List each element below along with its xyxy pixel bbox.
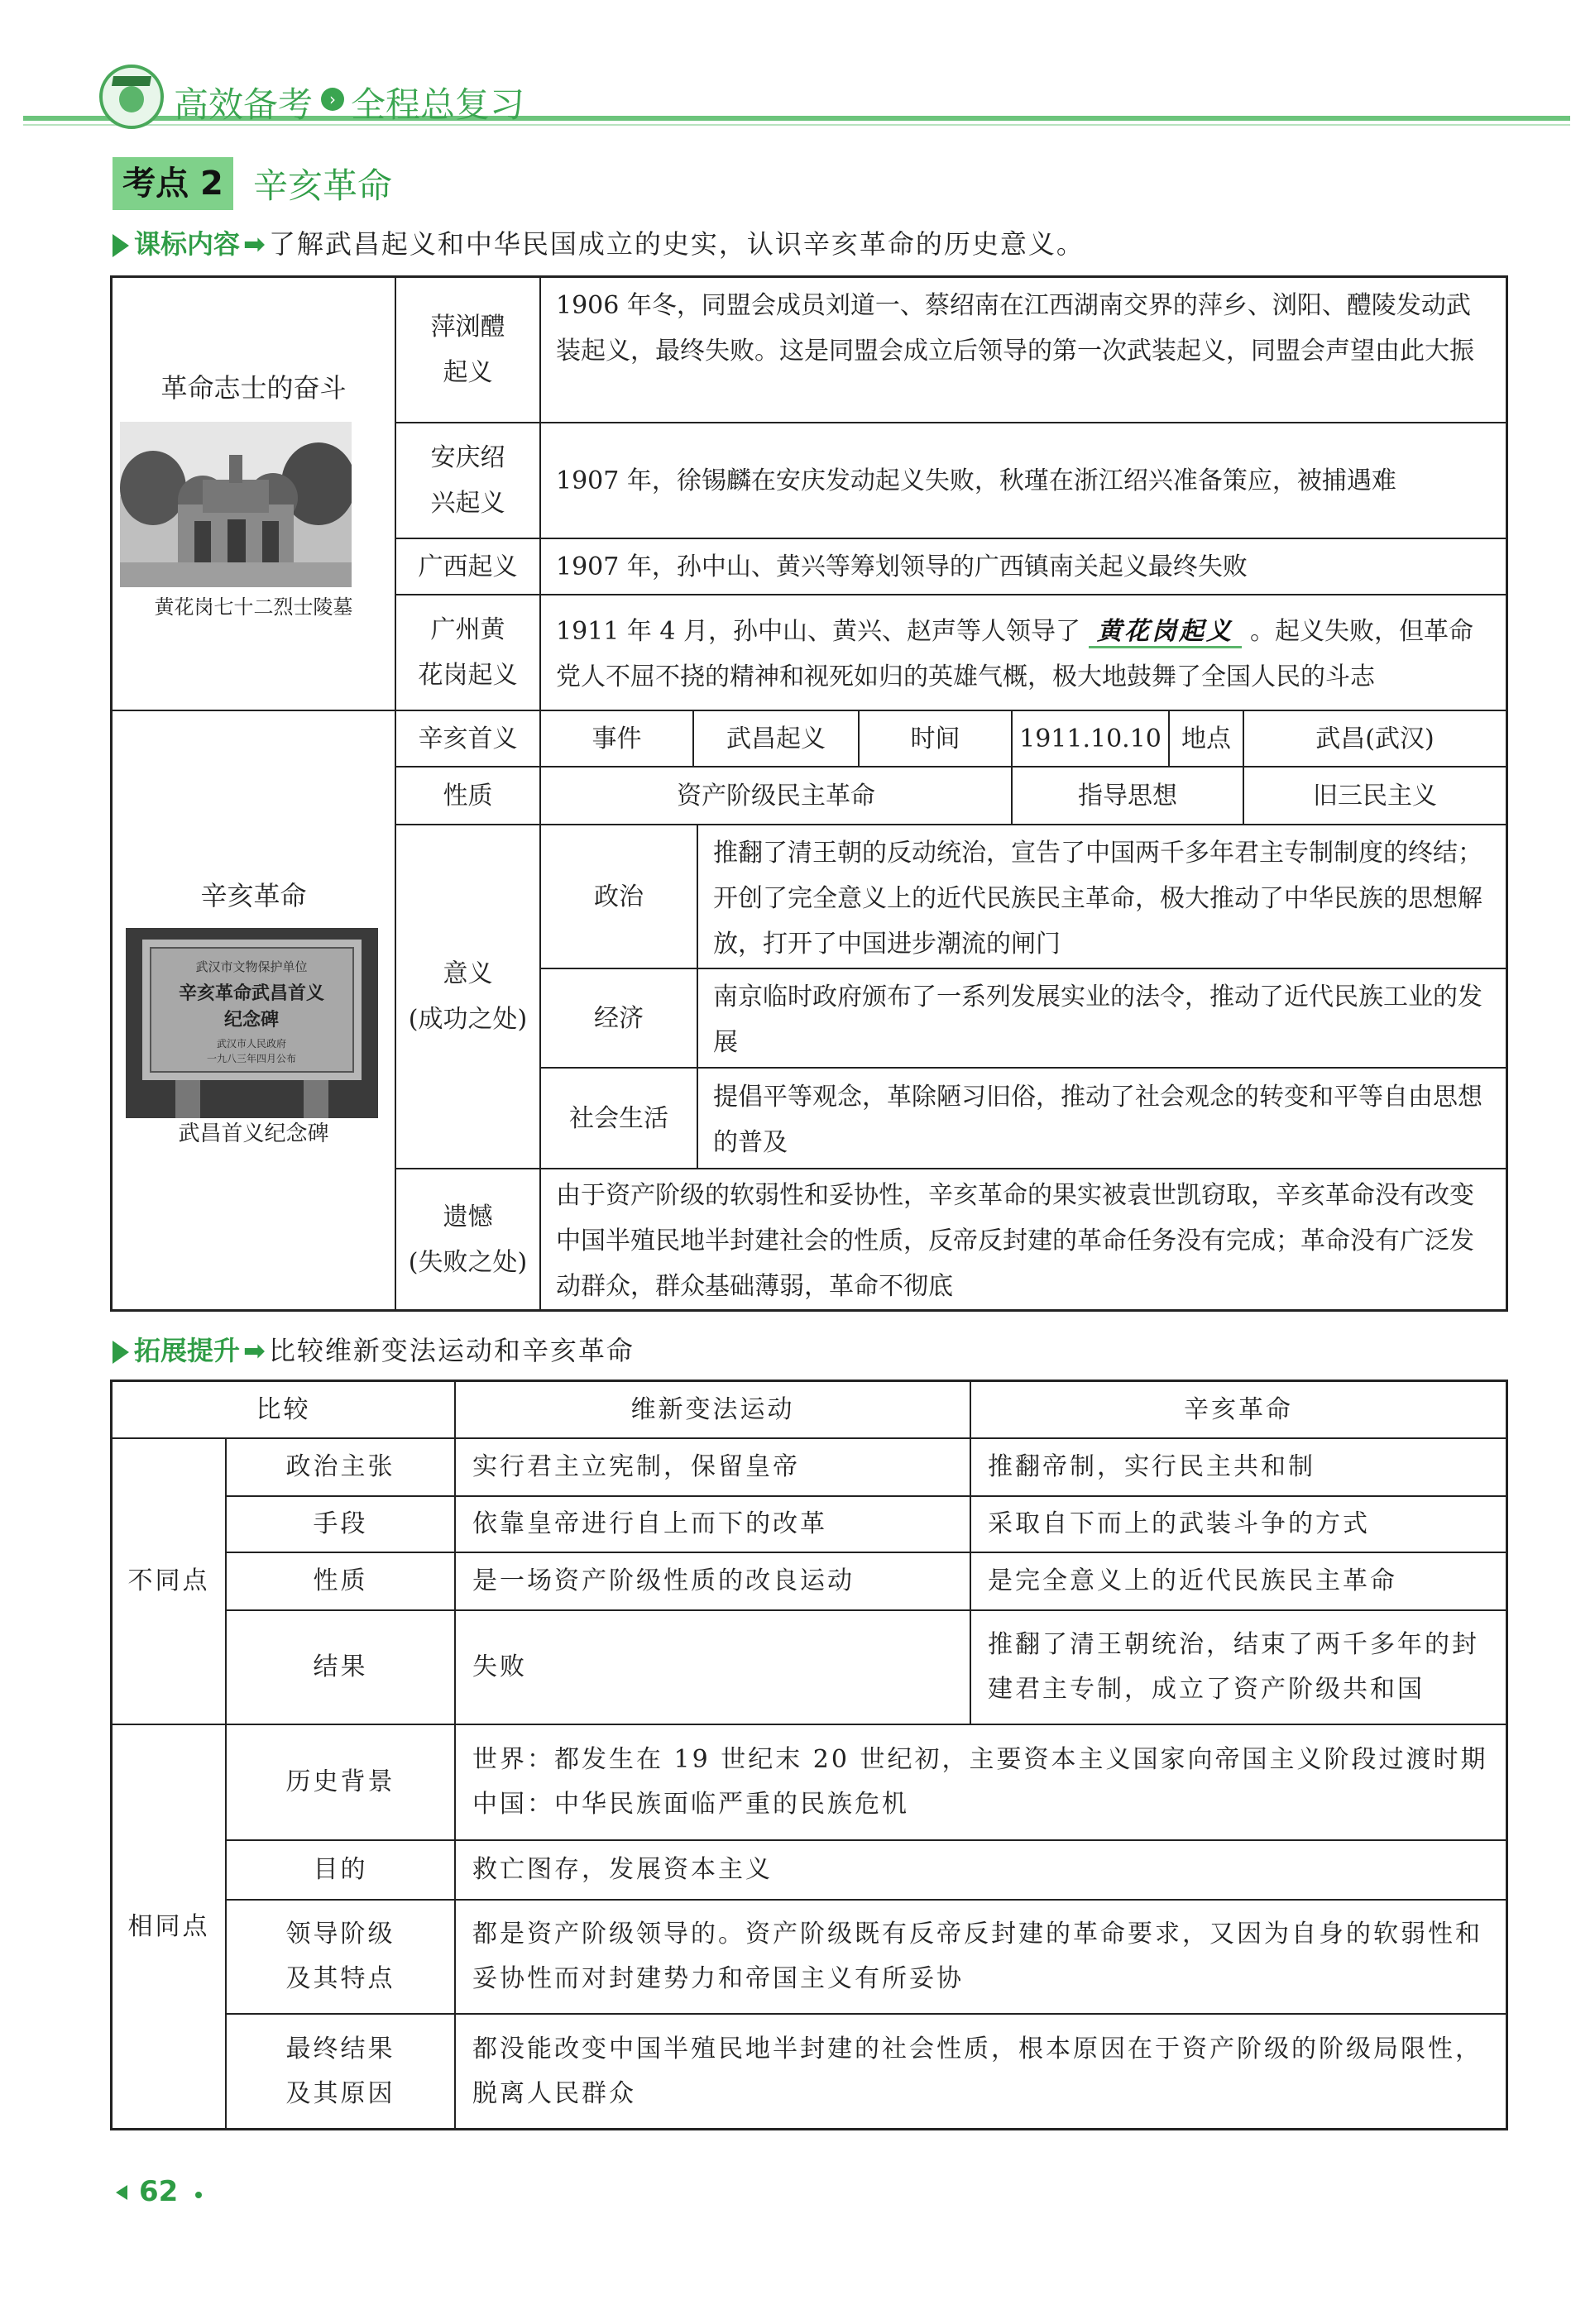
extension-label: 拓展提升 bbox=[134, 1335, 241, 1366]
place-label: 地点 bbox=[1181, 724, 1231, 753]
aspect-text: 提倡平等观念，革除陋习旧俗，推动了社会观念的转变和平等自由思想的普及 bbox=[713, 1083, 1482, 1157]
regret-label: 遗憾 (失败之处) bbox=[408, 1202, 528, 1277]
arrow-icon: ➡ bbox=[243, 228, 266, 260]
diff-reform: 失败 bbox=[472, 1652, 527, 1681]
page-dot-icon bbox=[195, 2192, 202, 2198]
svg-text:一九八三年四月公布: 一九八三年四月公布 bbox=[206, 1053, 297, 1064]
diff-item: 结果 bbox=[313, 1652, 368, 1681]
revolution-title: 辛亥革命 bbox=[200, 880, 307, 911]
diff-item: 性质 bbox=[313, 1566, 368, 1595]
answer-fill: 黄花岗起义 bbox=[1089, 617, 1242, 648]
time-label: 时间 bbox=[910, 724, 960, 753]
aspect-label: 政治 bbox=[594, 882, 644, 911]
martyrs-tomb-photo bbox=[120, 422, 352, 587]
svg-text:武汉市人民政府: 武汉市人民政府 bbox=[216, 1038, 287, 1050]
section-tag: 考点 2 bbox=[113, 157, 233, 210]
event-value: 武昌起义 bbox=[726, 724, 826, 753]
significance-label: 意义 (成功之处) bbox=[408, 959, 528, 1034]
struggle-name: 广州黄 花岗起义 bbox=[418, 615, 518, 690]
same-item: 领导阶级 及其特点 bbox=[285, 1920, 395, 1993]
first-uprising-label: 辛亥首义 bbox=[418, 724, 518, 753]
header-title: 高效备考 bbox=[174, 85, 314, 124]
same-text: 救亡图存，发展资本主义 bbox=[472, 1855, 773, 1884]
event-label: 事件 bbox=[592, 724, 642, 753]
diff-label: 不同点 bbox=[127, 1566, 210, 1595]
diff-reform: 是一场资产阶级性质的改良运动 bbox=[472, 1566, 855, 1595]
wuchang-monument-photo bbox=[126, 928, 378, 1118]
page-triangle-icon bbox=[116, 2185, 127, 2200]
page-number: 62 bbox=[139, 2175, 179, 2208]
diff-item: 手段 bbox=[313, 1509, 368, 1538]
same-text: 都没能改变中国半殖民地半封建的社会性质，根本原因在于资产阶级的阶级局限性，脱离人民群众 bbox=[472, 2034, 1482, 2108]
svg-text:纪念碑: 纪念碑 bbox=[223, 1009, 280, 1030]
curriculum-label: 课标内容 bbox=[134, 228, 241, 260]
aspect-label: 社会生活 bbox=[569, 1103, 668, 1133]
nature-label: 性质 bbox=[443, 781, 493, 811]
curriculum-line bbox=[113, 223, 1085, 261]
struggle-desc: 1907 年，孙中山、黄兴等筹划领导的广西镇南关起义最终失败 bbox=[556, 552, 1248, 581]
monument-caption: 武昌首义纪念碑 bbox=[178, 1121, 329, 1146]
svg-text:辛亥革命武昌首义: 辛亥革命武昌首义 bbox=[178, 983, 325, 1004]
diff-revolution: 推翻了清王朝统治，结束了两千多年的封建君主专制，成立了资产阶级共和国 bbox=[988, 1630, 1479, 1704]
diff-revolution: 是完全意义上的近代民族民主革命 bbox=[988, 1566, 1397, 1595]
triangle-icon bbox=[113, 1341, 129, 1364]
regret-text: 由于资产阶级的软弱性和妥协性，辛亥革命的果实被袁世凯窃取，辛亥革命没有改变中国半殖民地半封建社会的性质，反帝反封建的革命任务没有完成；革命没有广泛发动群众，群众基础薄弱，革命不彻底 bbox=[556, 1181, 1474, 1301]
diff-item: 政治主张 bbox=[285, 1452, 395, 1481]
header-revolution: 辛亥革命 bbox=[1184, 1394, 1293, 1424]
header-subtitle: 全程总复习 bbox=[351, 85, 525, 124]
same-text: 世界：都发生在 19 世纪末 20 世纪初，主要资本主义国家向帝国主义阶段过渡时期 中国：中华民族面临严重的民族危机 bbox=[472, 1745, 1488, 1819]
header-compare: 比较 bbox=[256, 1394, 311, 1424]
time-value: 1911.10.10 bbox=[1019, 724, 1162, 753]
header-reform: 维新变法运动 bbox=[630, 1394, 795, 1424]
aspect-text: 推翻了清王朝的反动统治，宣告了中国两千多年君主专制制度的终结；开创了完全意义上的近代民族民主革命，极大推动了中华民族的思想解放，打开了中国进步潮流的闸门 bbox=[713, 839, 1482, 959]
struggle-title: 革命志士的奋斗 bbox=[160, 372, 347, 404]
aspect-text: 南京临时政府颁布了一系列发展实业的法令，推动了近代民族工业的发展 bbox=[713, 983, 1482, 1057]
extension-line bbox=[113, 1330, 635, 1368]
struggle-desc: 1907 年，徐锡麟在安庆发动起义失败，秋瑾在浙江绍兴准备策应，被捕遇难 bbox=[556, 466, 1396, 495]
section-title: 辛亥革命 bbox=[253, 165, 393, 206]
arrow-icon: ➡ bbox=[243, 1335, 266, 1366]
struggle-desc: 1911 年 4 月，孙中山、黄兴、赵声等人领导了 黄花岗起义 。起义失败，但革命党人不屈不挠的精神和视死如归的英雄气概，极大地鼓舞了全国人民的斗志 bbox=[556, 617, 1474, 691]
diff-reform: 依靠皇帝进行自上而下的改革 bbox=[472, 1509, 827, 1538]
place-value: 武昌(武汉) bbox=[1315, 724, 1435, 753]
diff-reform: 实行君主立宪制，保留皇帝 bbox=[472, 1452, 800, 1481]
diff-revolution: 推翻帝制，实行民主共和制 bbox=[988, 1452, 1315, 1481]
same-text: 都是资产阶级领导的。资产阶级既有反帝反封建的革命要求，又因为自身的软弱性和妥协性而对封建势力和帝国主义有所妥协 bbox=[472, 1920, 1482, 1993]
nature-value: 资产阶级民主革命 bbox=[677, 781, 875, 811]
struggle-name: 安庆绍 兴起义 bbox=[430, 443, 505, 518]
struggle-name: 广西起义 bbox=[418, 552, 518, 581]
same-label: 相同点 bbox=[127, 1911, 210, 1941]
same-item: 目的 bbox=[313, 1855, 368, 1884]
guide-value: 旧三民主义 bbox=[1313, 781, 1437, 811]
svg-text:武汉市文物保护单位: 武汉市文物保护单位 bbox=[195, 959, 308, 974]
diff-revolution: 采取自下而上的武装斗争的方式 bbox=[988, 1509, 1370, 1538]
triangle-icon bbox=[113, 234, 129, 257]
same-item: 最终结果 及其原因 bbox=[285, 2034, 395, 2108]
aspect-label: 经济 bbox=[594, 1003, 644, 1033]
student-logo-icon bbox=[99, 65, 164, 129]
same-item: 历史背景 bbox=[285, 1767, 395, 1796]
extension-text: 比较维新变法运动和辛亥革命 bbox=[268, 1335, 635, 1366]
tomb-caption: 黄花岗七十二烈士陵墓 bbox=[154, 595, 353, 619]
curriculum-text: 了解武昌起义和中华民国成立的史实，认识辛亥革命的历史意义。 bbox=[268, 228, 1085, 260]
arrow-right-icon: › bbox=[321, 88, 344, 111]
guide-label: 指导思想 bbox=[1078, 781, 1177, 811]
struggle-desc: 1906 年冬，同盟会成员刘道一、蔡绍南在江西湖南交界的萍乡、浏阳、醴陵发动武装起义，最终失败。这是同盟会成立后领导的第一次武装起义，同盟会声望由此大振 bbox=[556, 291, 1474, 366]
struggle-name: 萍浏醴 起义 bbox=[430, 312, 505, 387]
